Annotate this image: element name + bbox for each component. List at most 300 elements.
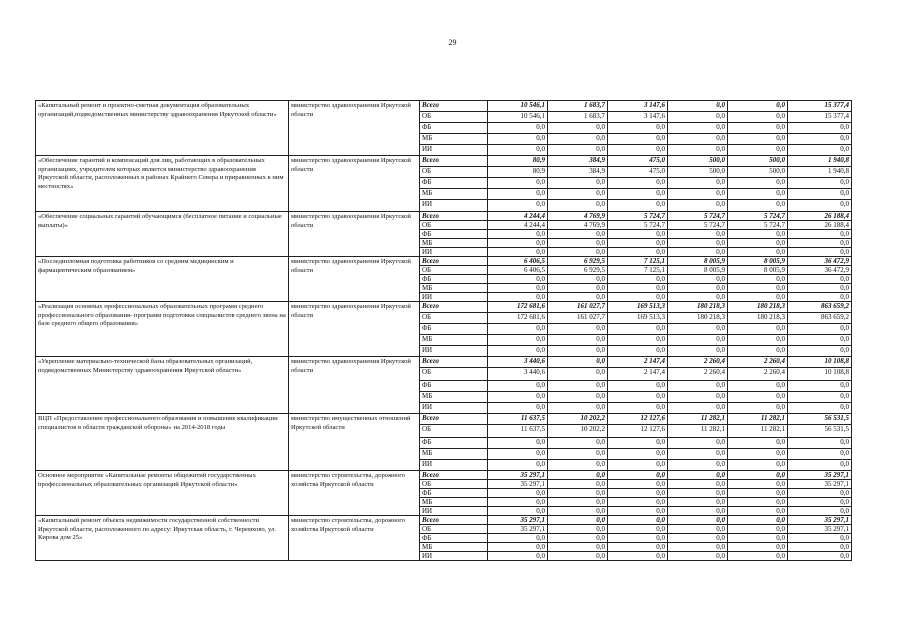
value-cell: 0,0 [728, 525, 788, 534]
value-cell: 0,0 [728, 534, 788, 543]
value-cell: 0,0 [728, 480, 788, 489]
funding-source: ФБ [420, 534, 488, 543]
value-cell: 0,0 [548, 123, 608, 134]
value-cell: 0,0 [548, 525, 608, 534]
value-cell: 1 683,7 [548, 101, 608, 112]
value-cell: 0,0 [728, 112, 788, 123]
funding-source: ОБ [420, 167, 488, 178]
value-cell: 0,0 [608, 145, 668, 156]
responsible-executor: министерство здравоохранения Иркутской области [289, 101, 420, 156]
funding-source: ИИ [420, 145, 488, 156]
value-cell: 3 440,6 [488, 357, 548, 368]
value-cell: 2 147,4 [608, 357, 668, 368]
funding-source: Всего [420, 471, 488, 480]
value-cell: 8 005,9 [728, 266, 788, 275]
budget-table [35, 100, 852, 561]
value-cell: 0,0 [548, 471, 608, 480]
value-cell: 0,0 [608, 381, 668, 392]
value-cell: 0,0 [668, 471, 728, 480]
total-value-cell: 0,0 [788, 145, 852, 156]
value-cell: 0,0 [488, 403, 548, 414]
value-cell: 2 260,4 [668, 357, 728, 368]
value-cell: 0,0 [548, 498, 608, 507]
value-cell: 6 406,5 [488, 266, 548, 275]
value-cell: 0,0 [608, 178, 668, 189]
total-value-cell: 0,0 [788, 324, 852, 335]
total-value-cell: 56 531,5 [788, 425, 852, 438]
funding-source: ФБ [420, 178, 488, 189]
value-cell: 0,0 [488, 335, 548, 346]
total-value-cell: 863 659,2 [788, 302, 852, 313]
funding-source: ОБ [420, 266, 488, 275]
responsible-executor: министерство строительства, дорожного хозяйства Иркутской области [289, 471, 420, 516]
value-cell: 0,0 [668, 525, 728, 534]
total-value-cell: 10 108,8 [788, 357, 852, 368]
value-cell: 0,0 [488, 230, 548, 239]
funding-source: МБ [420, 392, 488, 403]
total-value-cell: 0,0 [788, 534, 852, 543]
page-number: 29 [448, 38, 457, 47]
value-cell: 384,9 [548, 156, 608, 167]
value-cell: 0,0 [728, 134, 788, 145]
value-cell: 0,0 [548, 293, 608, 302]
value-cell: 11 282,1 [668, 425, 728, 438]
value-cell: 0,0 [608, 392, 668, 403]
value-cell: 3 147,6 [608, 112, 668, 123]
value-cell: 0,0 [668, 145, 728, 156]
value-cell: 0,0 [608, 123, 668, 134]
value-cell: 0,0 [608, 525, 668, 534]
total-value-cell: 0,0 [788, 543, 852, 552]
total-value-cell: 0,0 [788, 335, 852, 346]
value-cell: 0,0 [668, 335, 728, 346]
total-value-cell: 10 108,8 [788, 368, 852, 381]
value-cell: 0,0 [488, 200, 548, 212]
funding-source: ИИ [420, 403, 488, 414]
value-cell: 0,0 [728, 200, 788, 212]
value-cell: 0,0 [488, 284, 548, 293]
value-cell: 0,0 [728, 471, 788, 480]
value-cell: 12 127,6 [608, 414, 668, 425]
value-cell: 0,0 [548, 381, 608, 392]
total-value-cell: 35 297,1 [788, 525, 852, 534]
value-cell: 0,0 [548, 516, 608, 525]
value-cell: 0,0 [728, 543, 788, 552]
total-value-cell: 0,0 [788, 346, 852, 357]
value-cell: 500,0 [728, 167, 788, 178]
table-row [36, 357, 852, 368]
value-cell: 0,0 [668, 284, 728, 293]
value-cell: 7 125,1 [608, 257, 668, 266]
value-cell: 0,0 [608, 200, 668, 212]
value-cell: 0,0 [488, 123, 548, 134]
measure-description: «Обеспечение гарантий и компенсаций для лиц, работающих в образовательных организациях, учредителем которых является министерство здравоохранения Иркутской области, расположенных в районах Крайнего Севера и приравненных к ним местностях» [36, 156, 289, 212]
value-cell: 3 440,6 [488, 368, 548, 381]
total-value-cell: 35 297,1 [788, 471, 852, 480]
value-cell: 0,0 [608, 284, 668, 293]
funding-source: ОБ [420, 525, 488, 534]
total-value-cell: 15 377,4 [788, 101, 852, 112]
value-cell: 0,0 [668, 534, 728, 543]
value-cell: 172 681,6 [488, 313, 548, 324]
funding-source: ФБ [420, 324, 488, 335]
value-cell: 6 929,5 [548, 266, 608, 275]
value-cell: 0,0 [668, 275, 728, 284]
value-cell: 180 218,3 [728, 302, 788, 313]
value-cell: 384,9 [548, 167, 608, 178]
funding-source: МБ [420, 543, 488, 552]
value-cell: 6 406,5 [488, 257, 548, 266]
table-row [36, 516, 852, 525]
value-cell: 0,0 [728, 460, 788, 471]
value-cell: 0,0 [608, 460, 668, 471]
value-cell: 0,0 [548, 449, 608, 460]
funding-source: МБ [420, 449, 488, 460]
funding-source: ИИ [420, 507, 488, 516]
value-cell: 0,0 [548, 489, 608, 498]
value-cell: 0,0 [728, 284, 788, 293]
value-cell: 11 282,1 [668, 414, 728, 425]
value-cell: 0,0 [728, 189, 788, 200]
total-value-cell: 0,0 [788, 552, 852, 561]
value-cell: 0,0 [548, 324, 608, 335]
value-cell: 169 513,3 [608, 302, 668, 313]
value-cell: 0,0 [608, 543, 668, 552]
value-cell: 0,0 [488, 324, 548, 335]
value-cell: 0,0 [668, 200, 728, 212]
value-cell: 0,0 [668, 516, 728, 525]
funding-source: ФБ [420, 489, 488, 498]
funding-source: Всего [420, 257, 488, 266]
total-value-cell: 36 472,9 [788, 257, 852, 266]
table-row [36, 101, 852, 112]
value-cell: 0,0 [728, 324, 788, 335]
value-cell: 0,0 [728, 178, 788, 189]
responsible-executor: министерство здравоохранения Иркутской области [289, 212, 420, 257]
responsible-executor: министерство здравоохранения Иркутской области [289, 302, 420, 357]
value-cell: 35 297,1 [488, 480, 548, 489]
funding-source: Всего [420, 212, 488, 221]
value-cell: 0,0 [668, 480, 728, 489]
value-cell: 0,0 [548, 200, 608, 212]
funding-source: МБ [420, 134, 488, 145]
value-cell: 500,0 [728, 156, 788, 167]
value-cell: 0,0 [608, 438, 668, 449]
table-row [36, 212, 852, 221]
value-cell: 0,0 [488, 134, 548, 145]
value-cell: 180 218,3 [668, 313, 728, 324]
value-cell: 0,0 [608, 248, 668, 257]
value-cell: 0,0 [668, 449, 728, 460]
value-cell: 0,0 [608, 534, 668, 543]
value-cell: 5 724,7 [668, 221, 728, 230]
value-cell: 0,0 [668, 498, 728, 507]
value-cell: 0,0 [608, 275, 668, 284]
value-cell: 0,0 [728, 498, 788, 507]
funding-source: МБ [420, 335, 488, 346]
measure-description: «Капитальный ремонт объекта недвижимости государственной собственности Иркутской области, расположенного по адресу: Иркутская область, г. Черемхово, ул. Кирова дом 25» [36, 516, 289, 561]
value-cell: 0,0 [548, 275, 608, 284]
value-cell: 0,0 [488, 507, 548, 516]
table-row [36, 471, 852, 480]
value-cell: 0,0 [548, 346, 608, 357]
value-cell: 172 681,6 [488, 302, 548, 313]
measure-description: «Последипломная подготовка работников со средним медицинским и фармацевтическим образованием» [36, 257, 289, 302]
responsible-executor: министерство здравоохранения Иркутской области [289, 156, 420, 212]
value-cell: 0,0 [548, 145, 608, 156]
value-cell: 0,0 [668, 552, 728, 561]
value-cell: 0,0 [548, 239, 608, 248]
value-cell: 0,0 [548, 284, 608, 293]
value-cell: 0,0 [608, 403, 668, 414]
measure-description: «Укрепление материально-технической базы образовательных организаций, подведомственных Министерству здравоохранения Иркутской области» [36, 357, 289, 414]
funding-source: Всего [420, 516, 488, 525]
value-cell: 1 683,7 [548, 112, 608, 123]
value-cell: 0,0 [728, 346, 788, 357]
value-cell: 0,0 [668, 543, 728, 552]
funding-source: Всего [420, 414, 488, 425]
total-value-cell: 863 659,2 [788, 313, 852, 324]
value-cell: 0,0 [548, 460, 608, 471]
funding-source: Всего [420, 101, 488, 112]
value-cell: 5 724,7 [728, 212, 788, 221]
value-cell: 0,0 [548, 134, 608, 145]
value-cell: 0,0 [488, 275, 548, 284]
total-value-cell: 1 940,8 [788, 167, 852, 178]
value-cell: 0,0 [548, 357, 608, 368]
value-cell: 0,0 [608, 230, 668, 239]
total-value-cell: 0,0 [788, 134, 852, 145]
total-value-cell: 0,0 [788, 489, 852, 498]
value-cell: 0,0 [488, 239, 548, 248]
value-cell: 500,0 [668, 167, 728, 178]
funding-source: ФБ [420, 230, 488, 239]
value-cell: 0,0 [488, 293, 548, 302]
value-cell: 0,0 [668, 460, 728, 471]
value-cell: 0,0 [668, 248, 728, 257]
value-cell: 475,0 [608, 156, 668, 167]
value-cell: 4 244,4 [488, 212, 548, 221]
value-cell: 0,0 [488, 145, 548, 156]
value-cell: 0,0 [548, 189, 608, 200]
value-cell: 4 769,9 [548, 221, 608, 230]
value-cell: 0,0 [548, 403, 608, 414]
value-cell: 0,0 [608, 471, 668, 480]
total-value-cell: 15 377,4 [788, 112, 852, 123]
value-cell: 8 005,9 [668, 266, 728, 275]
funding-source: МБ [420, 284, 488, 293]
responsible-executor: министерство имущественных отношений Иркутской области [289, 414, 420, 471]
value-cell: 0,0 [488, 438, 548, 449]
value-cell: 0,0 [608, 293, 668, 302]
value-cell: 0,0 [668, 134, 728, 145]
total-value-cell: 0,0 [788, 392, 852, 403]
responsible-executor: министерство здравоохранения Иркутской области [289, 357, 420, 414]
value-cell: 180 218,3 [668, 302, 728, 313]
value-cell: 35 297,1 [488, 525, 548, 534]
value-cell: 8 005,9 [728, 257, 788, 266]
value-cell: 0,0 [668, 381, 728, 392]
value-cell: 4 769,9 [548, 212, 608, 221]
measure-description: «Обеспечение социальных гарантий обучающимся (бесплатное питание и социальные выплаты)» [36, 212, 289, 257]
value-cell: 0,0 [668, 178, 728, 189]
value-cell: 8 005,9 [668, 257, 728, 266]
value-cell: 0,0 [608, 507, 668, 516]
measure-description: Основное мероприятие «Капитальные ремонты общежитий государственных профессиональных образовательных организаций Иркутской области» [36, 471, 289, 516]
value-cell: 0,0 [668, 438, 728, 449]
total-value-cell: 0,0 [788, 178, 852, 189]
table-row [36, 302, 852, 313]
value-cell: 2 260,4 [728, 357, 788, 368]
value-cell: 11 637,5 [488, 414, 548, 425]
value-cell: 0,0 [608, 189, 668, 200]
value-cell: 0,0 [608, 480, 668, 489]
total-value-cell: 0,0 [788, 293, 852, 302]
value-cell: 0,0 [548, 368, 608, 381]
value-cell: 0,0 [548, 392, 608, 403]
funding-source: ИИ [420, 346, 488, 357]
total-value-cell: 0,0 [788, 123, 852, 134]
value-cell: 0,0 [608, 449, 668, 460]
responsible-executor: министерство здравоохранения Иркутской области [289, 257, 420, 302]
value-cell: 0,0 [548, 248, 608, 257]
total-value-cell: 26 188,4 [788, 212, 852, 221]
value-cell: 0,0 [608, 324, 668, 335]
value-cell: 0,0 [488, 534, 548, 543]
value-cell: 0,0 [728, 248, 788, 257]
funding-source: ОБ [420, 480, 488, 489]
funding-source: ОБ [420, 221, 488, 230]
value-cell: 0,0 [728, 516, 788, 525]
value-cell: 11 282,1 [728, 414, 788, 425]
total-value-cell: 0,0 [788, 189, 852, 200]
value-cell: 0,0 [608, 516, 668, 525]
total-value-cell: 0,0 [788, 248, 852, 257]
value-cell: 0,0 [548, 507, 608, 516]
value-cell: 0,0 [668, 324, 728, 335]
total-value-cell: 56 531,5 [788, 414, 852, 425]
value-cell: 35 297,1 [488, 471, 548, 480]
value-cell: 11 282,1 [728, 425, 788, 438]
funding-source: ФБ [420, 381, 488, 392]
funding-source: ФБ [420, 275, 488, 284]
funding-source: ФБ [420, 123, 488, 134]
funding-source: ИИ [420, 293, 488, 302]
value-cell: 0,0 [488, 460, 548, 471]
value-cell: 0,0 [548, 534, 608, 543]
value-cell: 0,0 [608, 134, 668, 145]
value-cell: 0,0 [728, 507, 788, 516]
value-cell: 0,0 [608, 335, 668, 346]
value-cell: 0,0 [608, 239, 668, 248]
value-cell: 0,0 [728, 335, 788, 346]
funding-source: Всего [420, 302, 488, 313]
value-cell: 5 724,7 [728, 221, 788, 230]
value-cell: 0,0 [668, 123, 728, 134]
total-value-cell: 0,0 [788, 403, 852, 414]
total-value-cell: 0,0 [788, 200, 852, 212]
value-cell: 0,0 [548, 543, 608, 552]
value-cell: 0,0 [488, 189, 548, 200]
total-value-cell: 35 297,1 [788, 516, 852, 525]
value-cell: 0,0 [548, 552, 608, 561]
total-value-cell: 0,0 [788, 275, 852, 284]
value-cell: 0,0 [488, 489, 548, 498]
value-cell: 0,0 [728, 381, 788, 392]
funding-source: ИИ [420, 552, 488, 561]
value-cell: 2 147,4 [608, 368, 668, 381]
value-cell: 0,0 [668, 230, 728, 239]
value-cell: 11 637,5 [488, 425, 548, 438]
table-row [36, 257, 852, 266]
value-cell: 161 027,7 [548, 313, 608, 324]
funding-source: ОБ [420, 425, 488, 438]
value-cell: 0,0 [488, 248, 548, 257]
funding-source: ФБ [420, 438, 488, 449]
funding-source: ИИ [420, 460, 488, 471]
value-cell: 0,0 [488, 498, 548, 507]
value-cell: 3 147,6 [608, 101, 668, 112]
value-cell: 5 724,7 [608, 221, 668, 230]
total-value-cell: 0,0 [788, 460, 852, 471]
total-value-cell: 0,0 [788, 284, 852, 293]
value-cell: 0,0 [488, 381, 548, 392]
funding-source: МБ [420, 498, 488, 507]
value-cell: 0,0 [668, 489, 728, 498]
value-cell: 500,0 [668, 156, 728, 167]
value-cell: 475,0 [608, 167, 668, 178]
total-value-cell: 0,0 [788, 230, 852, 239]
value-cell: 0,0 [728, 230, 788, 239]
total-value-cell: 0,0 [788, 438, 852, 449]
value-cell: 161 027,7 [548, 302, 608, 313]
value-cell: 35 297,1 [488, 516, 548, 525]
value-cell: 5 724,7 [608, 212, 668, 221]
value-cell: 80,9 [488, 167, 548, 178]
funding-source: ОБ [420, 368, 488, 381]
value-cell: 0,0 [728, 392, 788, 403]
value-cell: 0,0 [548, 230, 608, 239]
value-cell: 0,0 [728, 275, 788, 284]
value-cell: 0,0 [488, 178, 548, 189]
funding-source: МБ [420, 189, 488, 200]
value-cell: 0,0 [548, 335, 608, 346]
total-value-cell: 26 188,4 [788, 221, 852, 230]
value-cell: 80,9 [488, 156, 548, 167]
value-cell: 4 244,4 [488, 221, 548, 230]
value-cell: 0,0 [668, 507, 728, 516]
value-cell: 0,0 [488, 552, 548, 561]
value-cell: 2 260,4 [728, 368, 788, 381]
value-cell: 0,0 [608, 498, 668, 507]
value-cell: 0,0 [728, 123, 788, 134]
total-value-cell: 0,0 [788, 498, 852, 507]
value-cell: 0,0 [728, 239, 788, 248]
value-cell: 0,0 [608, 552, 668, 561]
value-cell: 10 546,1 [488, 112, 548, 123]
value-cell: 0,0 [668, 392, 728, 403]
value-cell: 12 127,6 [608, 425, 668, 438]
value-cell: 0,0 [728, 449, 788, 460]
value-cell: 10 202,2 [548, 425, 608, 438]
value-cell: 2 260,4 [668, 368, 728, 381]
total-value-cell: 1 940,8 [788, 156, 852, 167]
funding-source: Всего [420, 357, 488, 368]
value-cell: 0,0 [548, 178, 608, 189]
value-cell: 0,0 [728, 293, 788, 302]
value-cell: 0,0 [668, 189, 728, 200]
value-cell: 0,0 [488, 392, 548, 403]
